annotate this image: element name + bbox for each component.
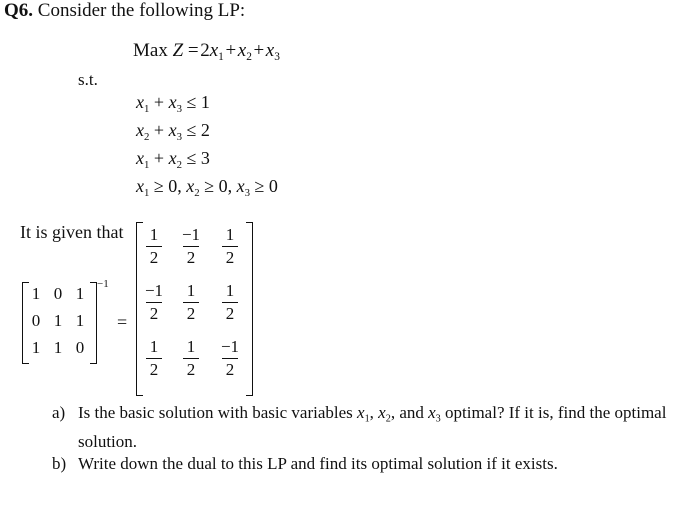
fraction-numerator: −1 (144, 281, 164, 300)
matrix-b-cell: 0 (31, 311, 41, 330)
matrix-b-cell: 1 (53, 338, 63, 357)
fraction-bar (222, 246, 238, 247)
matrix-inverse-entry (180, 226, 202, 267)
matrix-b-cell: 1 (75, 311, 85, 330)
fraction-bar (222, 302, 238, 303)
objective-function (133, 40, 280, 63)
constraint-2: $x_2 + x_3 \le 2$ (136, 120, 210, 143)
fraction-numerator: 1 (186, 281, 196, 300)
objective-lhs: Z (172, 40, 184, 61)
fraction-bar (146, 302, 162, 303)
matrix-b-right-bracket (90, 282, 97, 364)
fraction-denominator: 2 (149, 304, 159, 323)
matrix-b-cell: 0 (53, 284, 63, 303)
fraction-bar (146, 358, 162, 359)
question-heading (4, 0, 245, 22)
fraction-denominator: 2 (149, 248, 159, 267)
part-a-label: a) (52, 403, 66, 422)
fraction-denominator: 2 (149, 360, 159, 379)
fraction-denominator: 2 (186, 248, 196, 267)
equals-sign: = (117, 312, 128, 332)
fraction-bar (222, 358, 238, 359)
fraction-numerator: 1 (149, 337, 159, 356)
objective-expression: = $2x_1$ + $x_2$ + $x_3$ (187, 40, 280, 63)
fraction-denominator: 2 (225, 360, 235, 379)
fraction-bar (183, 302, 199, 303)
fraction-numerator: 1 (186, 337, 196, 356)
matrix-inverse-entry (180, 338, 202, 379)
fraction-bar (146, 246, 162, 247)
matrix-b-cell: 1 (31, 284, 41, 303)
part-b-label: b) (52, 453, 67, 473)
matrix-inverse-right-bracket (246, 222, 253, 396)
matrix-inverse-entry (143, 282, 165, 323)
matrix-inverse-entry (219, 226, 241, 267)
question-number: Q6. (4, 0, 34, 21)
part-b (52, 453, 698, 475)
subject-to-label: s.t. (78, 70, 98, 89)
matrix-b-cell: 1 (75, 284, 85, 303)
constraint-1: $x_1 + x_3 \le 1$ (136, 92, 210, 115)
part-a-text: Is the basic solution with basic variables $x_1$, $x_2$, and $x_3$ optimal? If it is, find the optimal solution. (78, 403, 667, 451)
matrix-inverse-entry (143, 338, 165, 379)
fraction-numerator: 1 (225, 281, 235, 300)
part-b-text: Write down the dual to this LP and find its optimal solution if it exists. (78, 453, 558, 473)
matrix-inverse-entry (219, 282, 241, 323)
matrix-inverse-entry (219, 338, 241, 379)
matrix-inverse-entry (143, 226, 165, 267)
question-parts (52, 402, 698, 475)
given-text: It is given that (20, 222, 124, 242)
matrix-b-cell: 1 (31, 338, 41, 357)
fraction-numerator: 1 (149, 225, 159, 244)
fraction-denominator: 2 (186, 360, 196, 379)
fraction-bar (183, 358, 199, 359)
fraction-numerator: 1 (225, 225, 235, 244)
matrix-inverse-left-bracket (136, 222, 143, 396)
fraction-denominator: 2 (186, 304, 196, 323)
matrix-inverse-entry (180, 282, 202, 323)
nonnegativity-constraint: $x_1 \ge 0$, $x_2 \ge 0$, $x_3 \ge 0$ (136, 176, 278, 199)
matrix-b-cell: 1 (53, 311, 63, 330)
fraction-bar (183, 246, 199, 247)
fraction-numerator: −1 (181, 225, 201, 244)
objective-label: Max (133, 40, 168, 61)
question-intro: Consider the following LP: (37, 0, 246, 21)
fraction-denominator: 2 (225, 248, 235, 267)
fraction-numerator: −1 (220, 337, 240, 356)
inverse-exponent: −1 (97, 278, 109, 290)
constraint-3: $x_1 + x_2 \le 3$ (136, 148, 210, 171)
matrix-b-cell: 0 (75, 338, 85, 357)
fraction-denominator: 2 (225, 304, 235, 323)
part-a (52, 402, 698, 453)
